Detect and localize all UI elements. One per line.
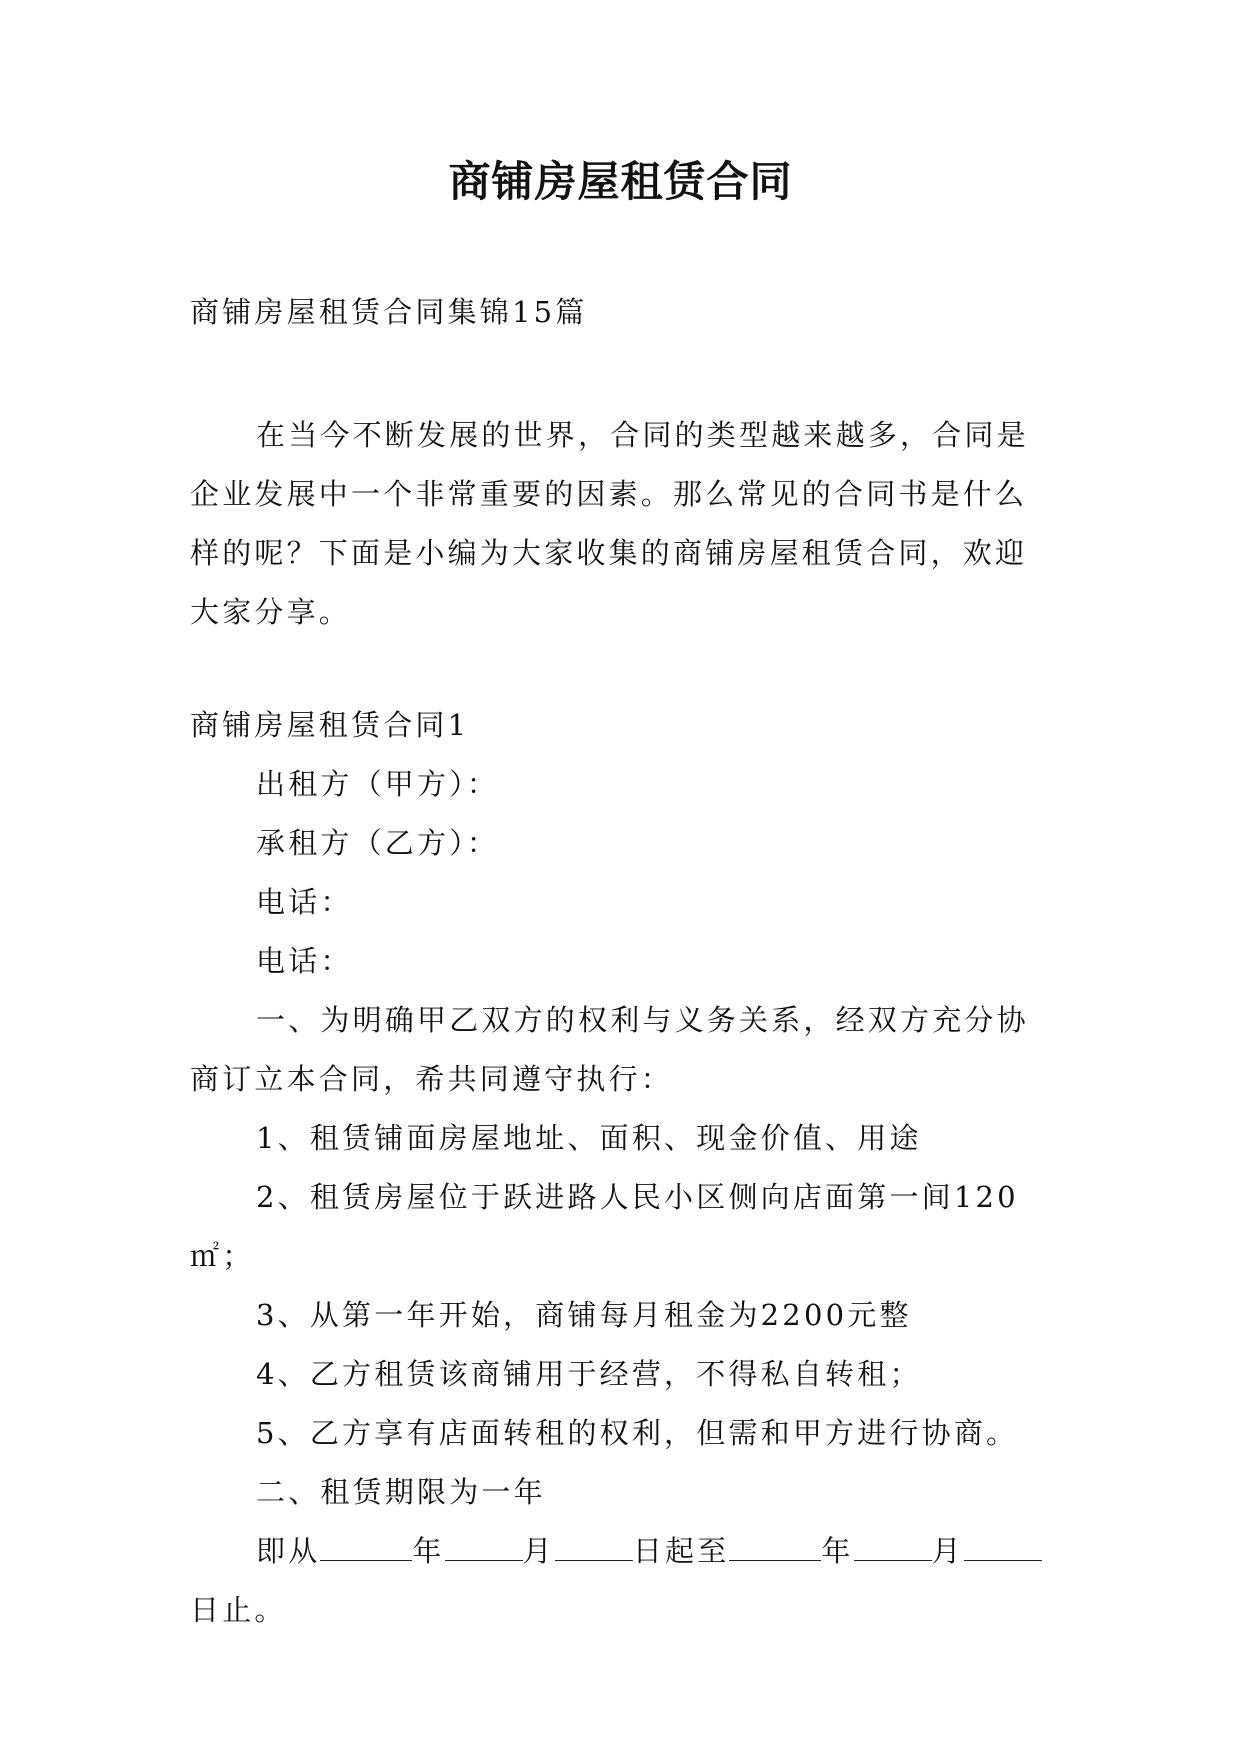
clause-2: 二、租赁期限为一年 (256, 1475, 546, 1509)
contract-heading: 商铺房屋租赁合同1 (190, 708, 470, 742)
phone-line-1: 电话： (256, 885, 353, 919)
start-month-blank (445, 1530, 523, 1561)
document-subtitle: 商铺房屋租赁合同集锦15篇 (190, 295, 588, 329)
item-2: 2、租赁房屋位于跃进路人民小区侧向店面第一间120㎡； (190, 1180, 1019, 1273)
term-month-text: 月 (522, 1534, 555, 1568)
end-year-blank (729, 1530, 821, 1561)
end-day-blank (964, 1530, 1042, 1561)
start-day-blank (555, 1530, 633, 1561)
document-title: 商铺房屋租赁合同 (448, 157, 793, 206)
term-day-from-text: 日起至 (632, 1534, 730, 1568)
term-from-text: 即从 (256, 1534, 321, 1568)
intro-paragraph: 在当今不断发展的世界，合同的类型越来越多，合同是企业发展中一个非常重要的因素。那么常见的合同书是什么样的呢？下面是小编为大家收集的商铺房屋租赁合同，欢迎大家分享。 (190, 418, 1029, 629)
term-day-to-text: 日止。 (190, 1593, 287, 1627)
item-3: 3、从第一年开始，商铺每月租金为2200元整 (256, 1298, 912, 1332)
term-year-text: 年 (412, 1534, 445, 1568)
item-1: 1、租赁铺面房屋地址、面积、现金价值、用途 (256, 1121, 922, 1155)
item-4: 4、乙方租赁该商铺用于经营，不得私自转租； (256, 1357, 922, 1391)
lessee-line: 承租方（乙方）： (256, 826, 500, 860)
start-year-blank (320, 1530, 412, 1561)
item-5: 5、乙方享有店面转租的权利，但需和甲方进行协商。 (256, 1416, 1019, 1450)
term-month-text-2: 月 (931, 1534, 964, 1568)
lease-term-line (190, 1522, 1050, 1640)
phone-line-2: 电话： (256, 944, 353, 978)
clause-1: 一、为明确甲乙双方的权利与义务关系，经双方充分协商订立本合同，希共同遵守执行： (190, 1003, 1029, 1096)
contract-section (190, 696, 1050, 1640)
term-year-text-2: 年 (821, 1534, 854, 1568)
lessor-line: 出租方（甲方）： (256, 767, 500, 801)
end-month-blank (854, 1530, 932, 1561)
